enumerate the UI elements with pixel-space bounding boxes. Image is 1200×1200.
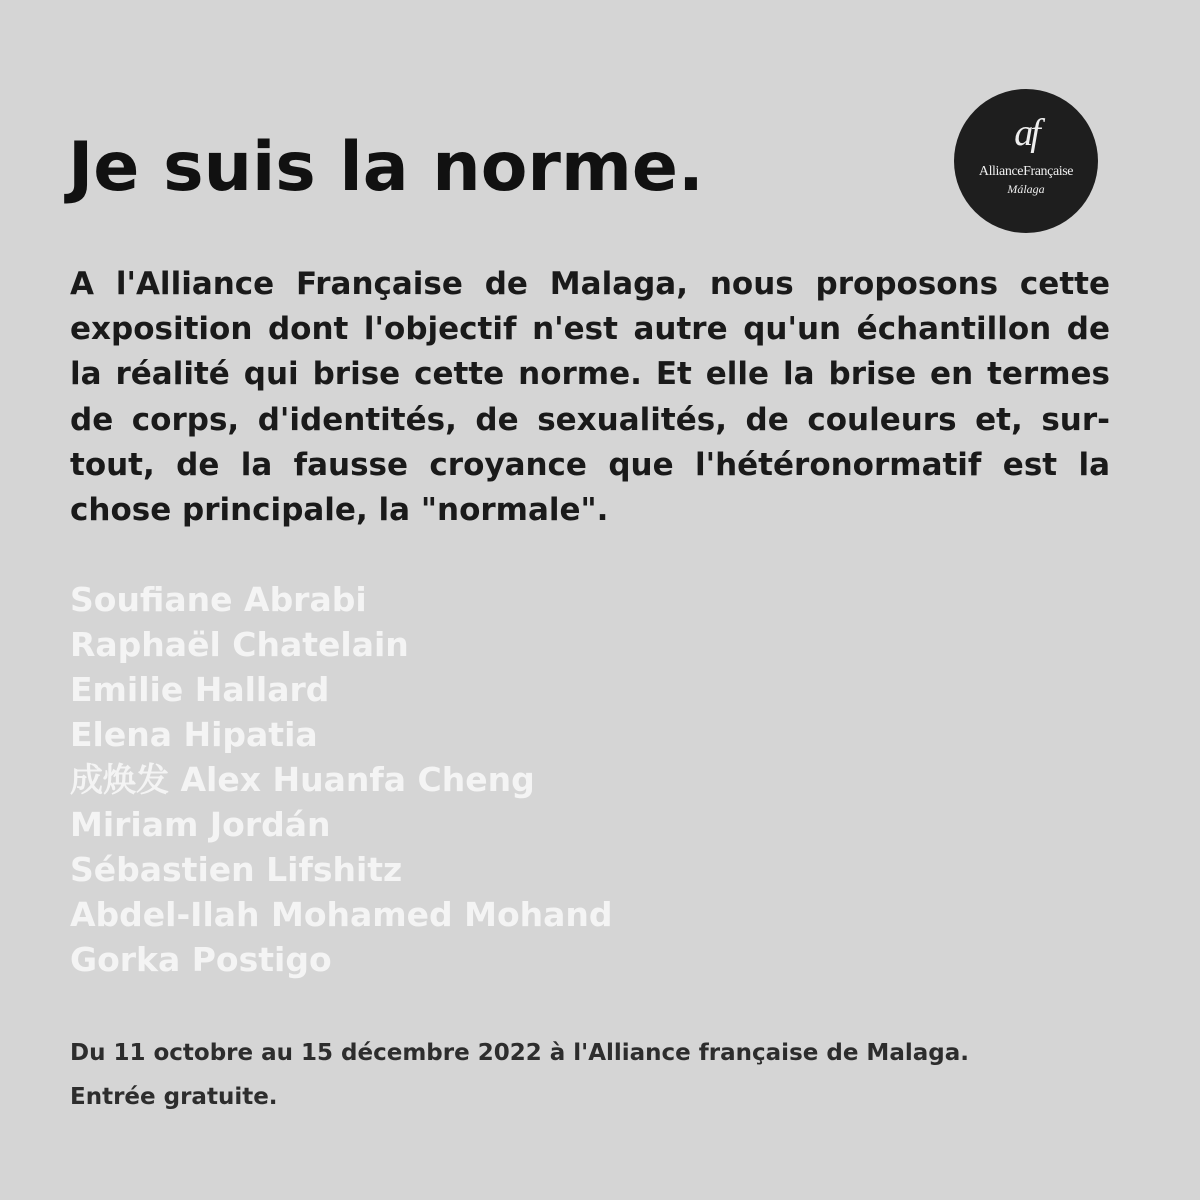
artist-name: 成焕发 Alex Huanfa Cheng	[70, 760, 535, 799]
logo-monogram: af	[1014, 112, 1038, 154]
artist-name: Soufiane Abrabi	[70, 580, 367, 619]
logo-city: Málaga	[1007, 182, 1045, 196]
intro-paragraph: A l'Alliance Française de Malaga, nous proposons cette exposition dont l'objectif n'est autre qu'un échantillon de la réalité qui brise cette norme. Et elle la brise en termes de corps, d'identités, de sexualités, de couleurs et, sur-tout, de la fausse croyance que l'hétéronormatif est la chose principale, la "normale".	[70, 266, 1110, 529]
logo-name: AllianceFrançaise	[978, 164, 1074, 179]
artist-name: Gorka Postigo	[70, 940, 332, 979]
entry-info: Entrée gratuite.	[70, 1084, 278, 1110]
artist-name: Abdel-Ilah Mohamed Mohand	[70, 895, 613, 934]
artist-list	[70, 577, 613, 982]
artist-name: Raphaël Chatelain	[70, 625, 409, 664]
artist-name: Miriam Jordán	[70, 805, 331, 844]
page-title: Je suis la norme.	[68, 128, 704, 207]
exhibition-dates: Du 11 octobre au 15 décembre 2022 à l'Alliance française de Malaga.	[70, 1040, 969, 1066]
alliance-francaise-logo	[954, 89, 1098, 233]
artist-name: Sébastien Lifshitz	[70, 850, 403, 889]
artist-name: Emilie Hallard	[70, 670, 330, 709]
artist-name: Elena Hipatia	[70, 715, 318, 754]
